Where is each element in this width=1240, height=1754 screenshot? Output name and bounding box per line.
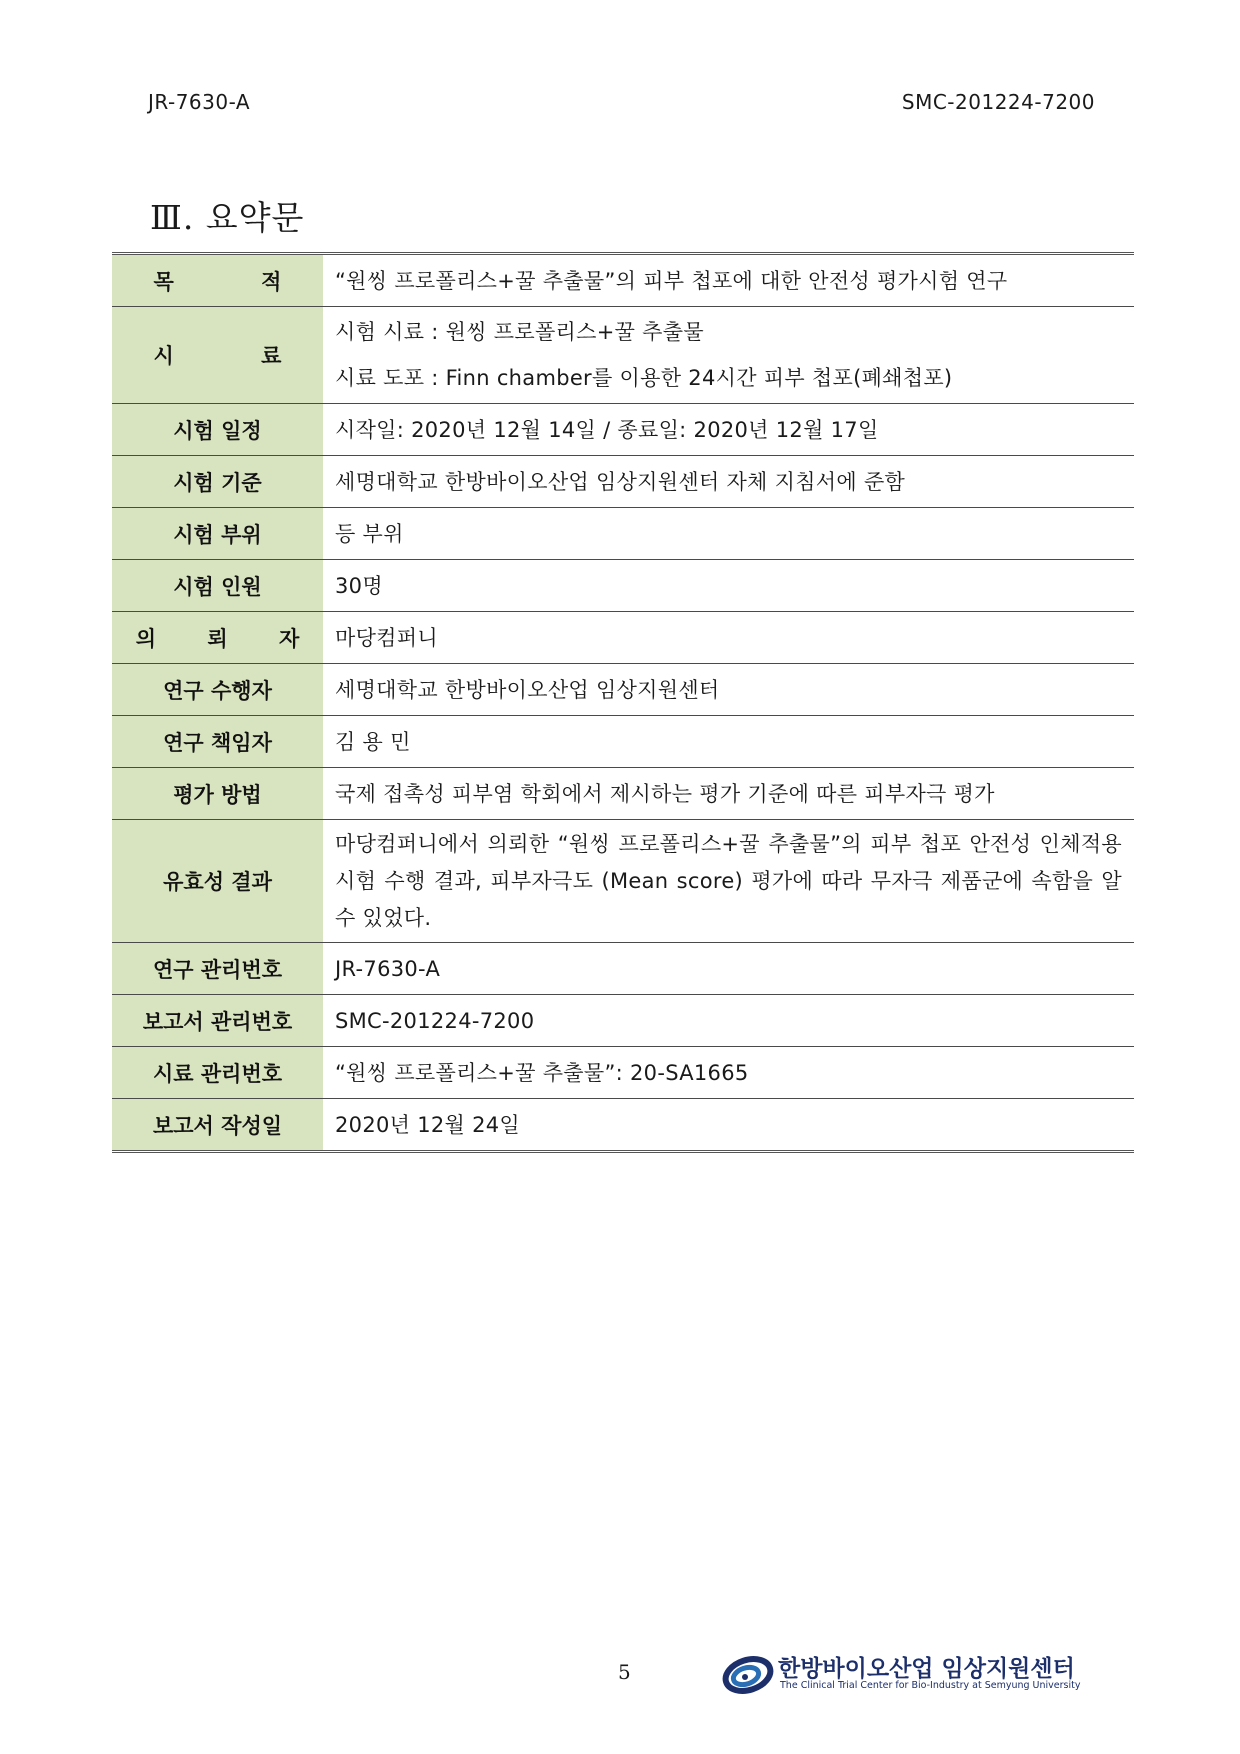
table-row <box>112 508 1134 560</box>
row-value: 등 부위 <box>335 521 404 546</box>
logo-english-name: The Clinical Trial Center for Bio-Industry at Semyung University <box>780 1680 1081 1691</box>
row-value: 국제 접촉성 피부염 학회에서 제시하는 평가 기준에 따른 피부자극 평가 <box>335 781 995 806</box>
row-value: 마당컴퍼니 <box>335 625 438 650</box>
row-label: 연구 수행자 <box>112 664 323 715</box>
table-row <box>112 716 1134 768</box>
swirl-logo-icon <box>722 1650 774 1696</box>
row-label: 시험 부위 <box>112 508 323 559</box>
row-label: 시험 일정 <box>112 404 323 455</box>
row-label: 의 뢰 자 <box>112 612 323 663</box>
row-value: 세명대학교 한방바이오산업 임상지원센터 <box>335 677 720 702</box>
logo-korean-name: 한방바이오산업 임상지원센터 <box>778 1656 1075 1682</box>
row-label: 평가 방법 <box>112 768 323 819</box>
row-label: 연구 관리번호 <box>112 943 323 994</box>
table-row <box>112 255 1134 307</box>
row-label: 보고서 관리번호 <box>112 995 323 1046</box>
center-logo <box>722 1650 1081 1696</box>
row-value: 2020년 12월 24일 <box>335 1112 520 1137</box>
row-value: 김 용 민 <box>335 729 411 754</box>
table-row <box>112 1099 1134 1150</box>
header-report-id: JR-7630-A <box>148 90 251 114</box>
row-label: 보고서 작성일 <box>112 1099 323 1150</box>
summary-table <box>112 252 1134 1153</box>
row-label: 연구 책임자 <box>112 716 323 767</box>
row-label: 목 적 <box>112 255 323 306</box>
row-value: 마당컴퍼니에서 의뢰한 “원씽 프로폴리스+꿀 추출물”의 피부 첩포 안전성 인체적용시험 수행 결과, 피부자극도 (Mean score) 평가에 따라 무자극 제품군에 속함을 알 수 있었다. <box>335 831 1122 930</box>
row-label: 시 료 <box>112 307 323 403</box>
table-row <box>112 404 1134 456</box>
row-value: “원씽 프로폴리스+꿀 추출물”: 20-SA1665 <box>335 1060 749 1085</box>
table-row <box>112 456 1134 508</box>
row-value: 시작일: 2020년 12월 14일 / 종료일: 2020년 12월 17일 <box>335 417 879 442</box>
table-row <box>112 768 1134 820</box>
table-row <box>112 612 1134 664</box>
table-row <box>112 307 1134 404</box>
table-row <box>112 1047 1134 1099</box>
row-value: 30명 <box>335 573 383 598</box>
row-value: “원씽 프로폴리스+꿀 추출물”의 피부 첩포에 대한 안전성 평가시험 연구 <box>335 268 1008 293</box>
page-number: 5 <box>618 1660 631 1684</box>
row-value: SMC-201224-7200 <box>335 1008 535 1033</box>
row-value: JR-7630-A <box>335 956 441 981</box>
row-label: 유효성 결과 <box>112 820 323 942</box>
table-row <box>112 995 1134 1047</box>
header-report-number: SMC-201224-7200 <box>901 90 1095 114</box>
table-row <box>112 560 1134 612</box>
table-row <box>112 664 1134 716</box>
row-label: 시험 인원 <box>112 560 323 611</box>
row-label: 시험 기준 <box>112 456 323 507</box>
table-row <box>112 943 1134 995</box>
row-value: 시험 시료 : 원씽 프로폴리스+꿀 추출물 시료 도포 : Finn chamber를 이용한 24시간 피부 첩포(폐쇄첩포) <box>335 320 953 390</box>
row-value: 세명대학교 한방바이오산업 임상지원센터 자체 지침서에 준함 <box>335 469 906 494</box>
section-title: Ⅲ. 요약문 <box>150 198 305 237</box>
row-label: 시료 관리번호 <box>112 1047 323 1098</box>
table-row <box>112 820 1134 943</box>
